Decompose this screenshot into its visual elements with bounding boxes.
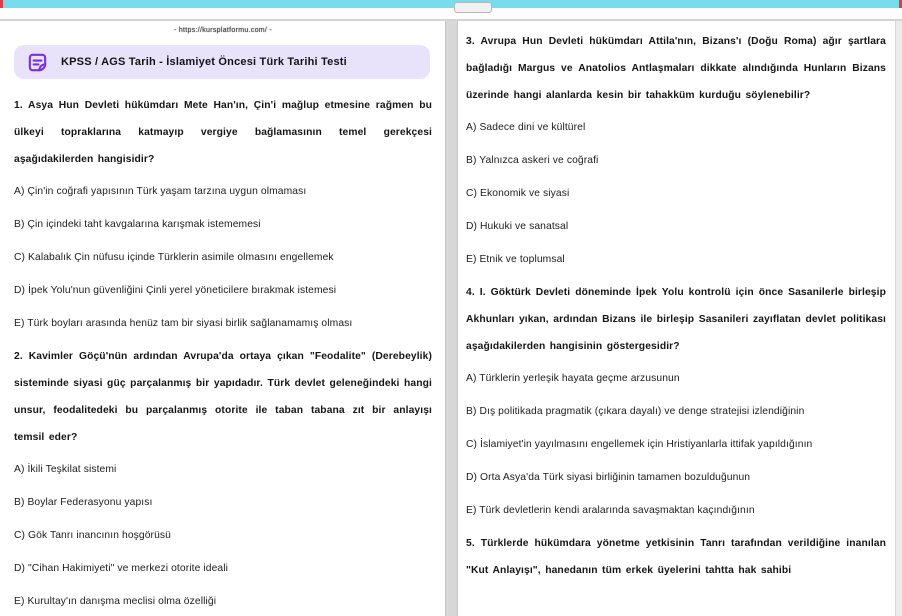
pages-container	[0, 21, 902, 616]
question-text: 1. Asya Hun Devleti hükümdarı Mete Han'ın, Çin'i mağlup etmesine rağmen bu ülkeyi topraklarına katmayıp vergiye bağlamasının temel gerekçesi aşağıdakilerden hangisidir?	[14, 100, 432, 165]
question-block-1	[14, 92, 432, 337]
left-edge-accent	[0, 0, 3, 8]
question-text: 4. I. Göktürk Devleti döneminde İpek Yolu kontrolü için önce Sasanilerle birleşip Akhunları yıkan, ardından Bizans ile birleşip Sasanileri zayıflatan devlet politikası aşağıdakilerden hangisinin göstergesidir?	[466, 287, 886, 352]
answer-option: D) "Cihan Hakimiyeti" ve merkezi otorite ideali	[14, 563, 229, 574]
answer-option: B) Dış politikada pragmatik (çıkara dayalı) ve denge stratejisi izlendiğinin	[466, 406, 805, 417]
answer-option: E) Etnik ve toplumsal	[466, 254, 565, 265]
page-gutter	[445, 21, 458, 616]
watermark-url: - https://kursplatformu.com/ -	[173, 27, 273, 34]
top-accent-bar	[0, 0, 902, 8]
answer-option: B) Çin içindeki taht kavgalarına karışmak istememesi	[14, 219, 261, 230]
note-icon	[26, 51, 49, 74]
test-title-badge	[14, 45, 430, 79]
answer-option: C) İslamiyet'in yayılmasını engellemek için Hristiyanlarla ittifak yapıldığının	[466, 439, 813, 450]
answer-option: B) Boylar Federasyonu yapısı	[14, 497, 153, 508]
question-block-3	[466, 28, 886, 273]
question-text: 5. Türklerde hükümdara yönetme yetkisinin Tanrı tarafından verildiğine inanılan "Kut Anlayışı", hanedanın tüm erkek üyelerini tahtta hak sahibi	[466, 538, 886, 576]
answer-option: E) Türk devletlerin kendi aralarında savaşmaktan kaçındığının	[466, 505, 755, 516]
answer-option: A) Türklerin yerleşik hayata geçme arzusunun	[466, 373, 680, 384]
question-text: 2. Kavimler Göçü'nün ardından Avrupa'da ortaya çıkan "Feodalite" (Derebeylik) sisteminde siyasi güç parçalanmış bir yapıdadır. Türk devlet geleneğindeki hangi unsur, feodalitedeki bu parçalanmış otorite ile taban tabana zıt bir anlayışı temsil eder?	[14, 351, 432, 443]
scroll-tab-handle[interactable]	[454, 2, 492, 13]
answer-option: E) Türk boyları arasında henüz tam bir siyasi birlik sağlanamamış olması	[14, 318, 353, 329]
answer-option: C) Ekonomik ve siyasi	[466, 188, 570, 199]
answer-option: D) İpek Yolu'nun güvenliğini Çinli yerel yöneticilere bırakmak istemesi	[14, 285, 337, 296]
question-block-2	[14, 343, 432, 615]
page-left	[0, 21, 445, 616]
answer-option: A) İkili Teşkilat sistemi	[14, 464, 117, 475]
question-block-5	[466, 530, 886, 584]
answer-option: C) Gök Tanrı inancının hoşgörüsü	[14, 530, 171, 541]
scrollbar-track[interactable]	[895, 21, 902, 616]
answer-option: E) Kurultay'ın danışma meclisi olma özelliği	[14, 596, 217, 607]
answer-option: D) Hukuki ve sanatsal	[466, 221, 569, 232]
answer-option: A) Çin'in coğrafi yapısının Türk yaşam tarzına uygun olmaması	[14, 186, 307, 197]
test-title: KPSS / AGS Tarih - İslamiyet Öncesi Türk Tarihi Testi	[61, 56, 347, 68]
answer-option: D) Orta Asya'da Türk siyasi birliğinin tamamen bozulduğunun	[466, 472, 751, 483]
question-block-4	[466, 279, 886, 524]
page-right	[458, 21, 895, 616]
answer-option: A) Sadece dini ve kültürel	[466, 122, 586, 133]
answer-option: C) Kalabalık Çin nüfusu içinde Türklerin asimile olmasını engellemek	[14, 252, 334, 263]
header-strip	[0, 8, 902, 19]
question-text: 3. Avrupa Hun Devleti hükümdarı Attila'nın, Bizans'ı (Doğu Roma) ağır şartlara bağladığı Margus ve Anatolios Antlaşmaları dikkate alındığında Hunların Bizans üzerinde hangi alanlarda kesin bir tahakküm kurduğu söylenebilir?	[466, 36, 886, 101]
answer-option: B) Yalnızca askeri ve coğrafi	[466, 155, 599, 166]
